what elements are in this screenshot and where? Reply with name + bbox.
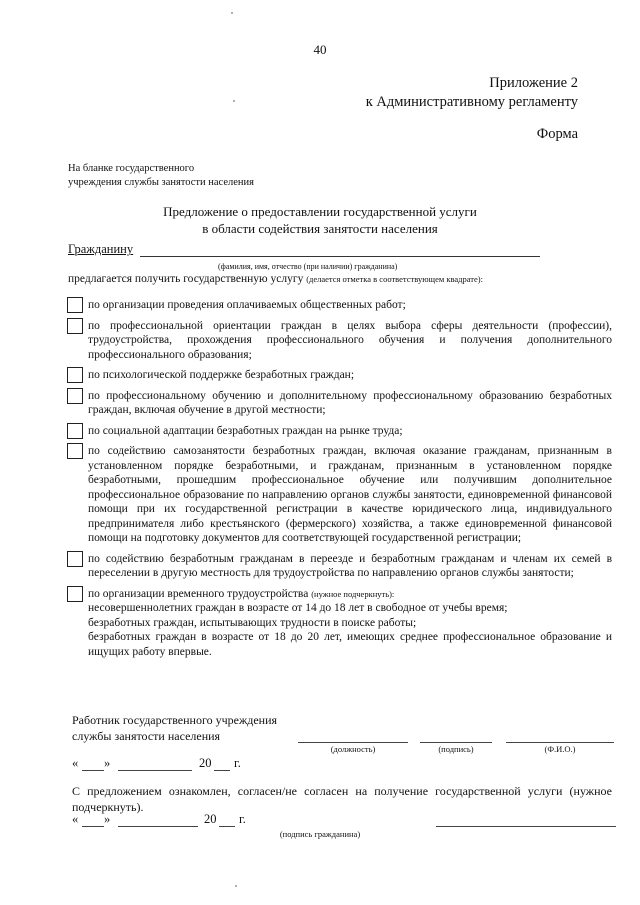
temp-option[interactable]: безработных граждан, испытывающих трудности в поиске работы;	[88, 616, 417, 629]
citizen-date-day-line[interactable]	[82, 826, 104, 827]
signature-line[interactable]	[420, 742, 492, 743]
title-line-1: Предложение о предоставлении государственной услуги	[163, 204, 477, 219]
worker-date-open-quote: «	[72, 756, 79, 770]
service-text: по содействию безработным гражданам в переезде и безработным гражданам и членам их семей в переселении в другую местность для трудоустройства по направлению органов службы занятости;	[88, 552, 612, 579]
form-label: Форма	[536, 126, 578, 142]
worker-date-day-line[interactable]	[82, 770, 104, 771]
temp-option[interactable]: безработных граждан в возрасте от 18 до 20 лет, имеющих среднее профессиональное образование и ищущих работу впервые.	[88, 631, 612, 658]
citizen-date-open-quote: «	[72, 812, 79, 826]
services-list	[66, 298, 612, 665]
scan-speck	[235, 885, 237, 887]
offered-note: (делается отметка в соответствующем квадрате):	[306, 274, 483, 284]
service-checkbox[interactable]	[67, 318, 83, 334]
service-checkbox[interactable]	[67, 297, 83, 313]
fio-caption-worker: (Ф.И.О.)	[544, 744, 576, 754]
service-checkbox[interactable]	[67, 423, 83, 439]
scan-speck	[231, 12, 233, 14]
temp-employment-note: (нужное подчеркнуть):	[311, 588, 395, 599]
worker-date-close-quote: »	[104, 756, 111, 770]
service-text: по профессиональной ориентации граждан в целях выбора сферы деятельности (профессии), трудоустройства, прохождения профессионального обучения и получения дополнительного профессионального образования;	[88, 319, 612, 361]
document-title	[0, 203, 640, 237]
citizen-signature-line[interactable]	[436, 826, 616, 827]
position-caption: (должность)	[330, 744, 376, 754]
service-item	[66, 298, 612, 313]
agreement-text: С предложением ознакомлен, согласен/не согласен на получение государственной услуги (нужное подчеркнуть).	[72, 784, 612, 814]
signature-caption: (подпись)	[438, 744, 474, 754]
citizen-name-line[interactable]	[140, 256, 540, 257]
letterhead-note	[68, 162, 254, 190]
citizen-signature-caption: (подпись гражданина)	[279, 829, 361, 839]
temp-employment-label: по организации временного трудоустройства	[88, 587, 309, 600]
worker-date-year-suffix: г.	[234, 756, 241, 770]
worker-date-year-line[interactable]	[214, 770, 230, 771]
citizen-field[interactable]	[68, 242, 248, 257]
appendix-line-1: Приложение 2	[489, 75, 578, 91]
citizen-label: Гражданину	[68, 242, 134, 256]
offered-main: предлагается получить государственную услугу	[68, 273, 304, 285]
service-text: по содействию самозанятости безработных граждан, включая оказание гражданам, признанным в установленном порядке безработными, и гражданам, признанным в установленном порядке безработными, прошедшим профессиональное обучение или получившим дополнительное профессиональное образование по направлению органов службы занятости, единовременной финансовой помощи при их государственной регистрации в качестве юридического лица, индивидуального предпринимателя либо крестьянского (фермерского) хозяйства, а также единовременной финансовой помощи на подготовку документов для соответствующей государственной регистрации;	[88, 445, 612, 544]
position-line[interactable]	[298, 742, 408, 743]
service-item	[66, 319, 612, 363]
citizen-date-year-suffix: г.	[239, 812, 246, 826]
service-checkbox[interactable]	[67, 443, 83, 459]
citizen-date-month-line[interactable]	[118, 826, 198, 827]
appendix-line-2: к Административному регламенту	[365, 94, 578, 110]
service-item	[66, 552, 612, 581]
service-checkbox[interactable]	[67, 367, 83, 383]
citizen-date-close-quote: »	[104, 812, 111, 826]
temp-option[interactable]: несовершеннолетних граждан в возрасте от 14 до 18 лет в свободное от учебы время;	[88, 602, 508, 614]
letterhead-line-2: учреждения службы занятости населения	[68, 177, 254, 188]
service-item	[66, 424, 612, 439]
service-item-temp-employment	[66, 587, 612, 660]
citizen-date-year-line[interactable]	[219, 826, 235, 827]
service-checkbox[interactable]	[67, 586, 83, 602]
service-item	[66, 368, 612, 383]
service-text: по профессиональному обучению и дополнительному профессиональному образованию безработных граждан, включая обучение в другой местности;	[88, 389, 612, 416]
title-line-2: в области содействия занятости населения	[202, 221, 438, 236]
fio-line[interactable]	[506, 742, 614, 743]
page-number: 40	[313, 42, 327, 57]
fio-caption: (фамилия, имя, отчество (при наличии) гражданина)	[218, 262, 398, 271]
worker-block	[72, 712, 277, 744]
service-text: по социальной адаптации безработных граждан на рынке труда;	[88, 424, 403, 437]
service-checkbox[interactable]	[67, 388, 83, 404]
offered-text	[68, 273, 483, 285]
worker-line-1: Работник государственного учреждения	[72, 713, 278, 727]
worker-date-month-line[interactable]	[118, 770, 192, 771]
service-item	[66, 444, 612, 546]
worker-line-2: службы занятости населения	[72, 729, 221, 743]
service-checkbox[interactable]	[67, 551, 83, 567]
service-item	[66, 389, 612, 418]
scan-speck	[233, 100, 235, 102]
appendix-heading	[366, 74, 578, 112]
worker-date-year-prefix: 20	[199, 756, 212, 770]
service-text: по организации проведения оплачиваемых общественных работ;	[88, 299, 406, 311]
citizen-date-year-prefix: 20	[204, 812, 217, 826]
service-text: по психологической поддержке безработных граждан;	[88, 369, 355, 381]
letterhead-line-1: На бланке государственного	[68, 163, 195, 174]
